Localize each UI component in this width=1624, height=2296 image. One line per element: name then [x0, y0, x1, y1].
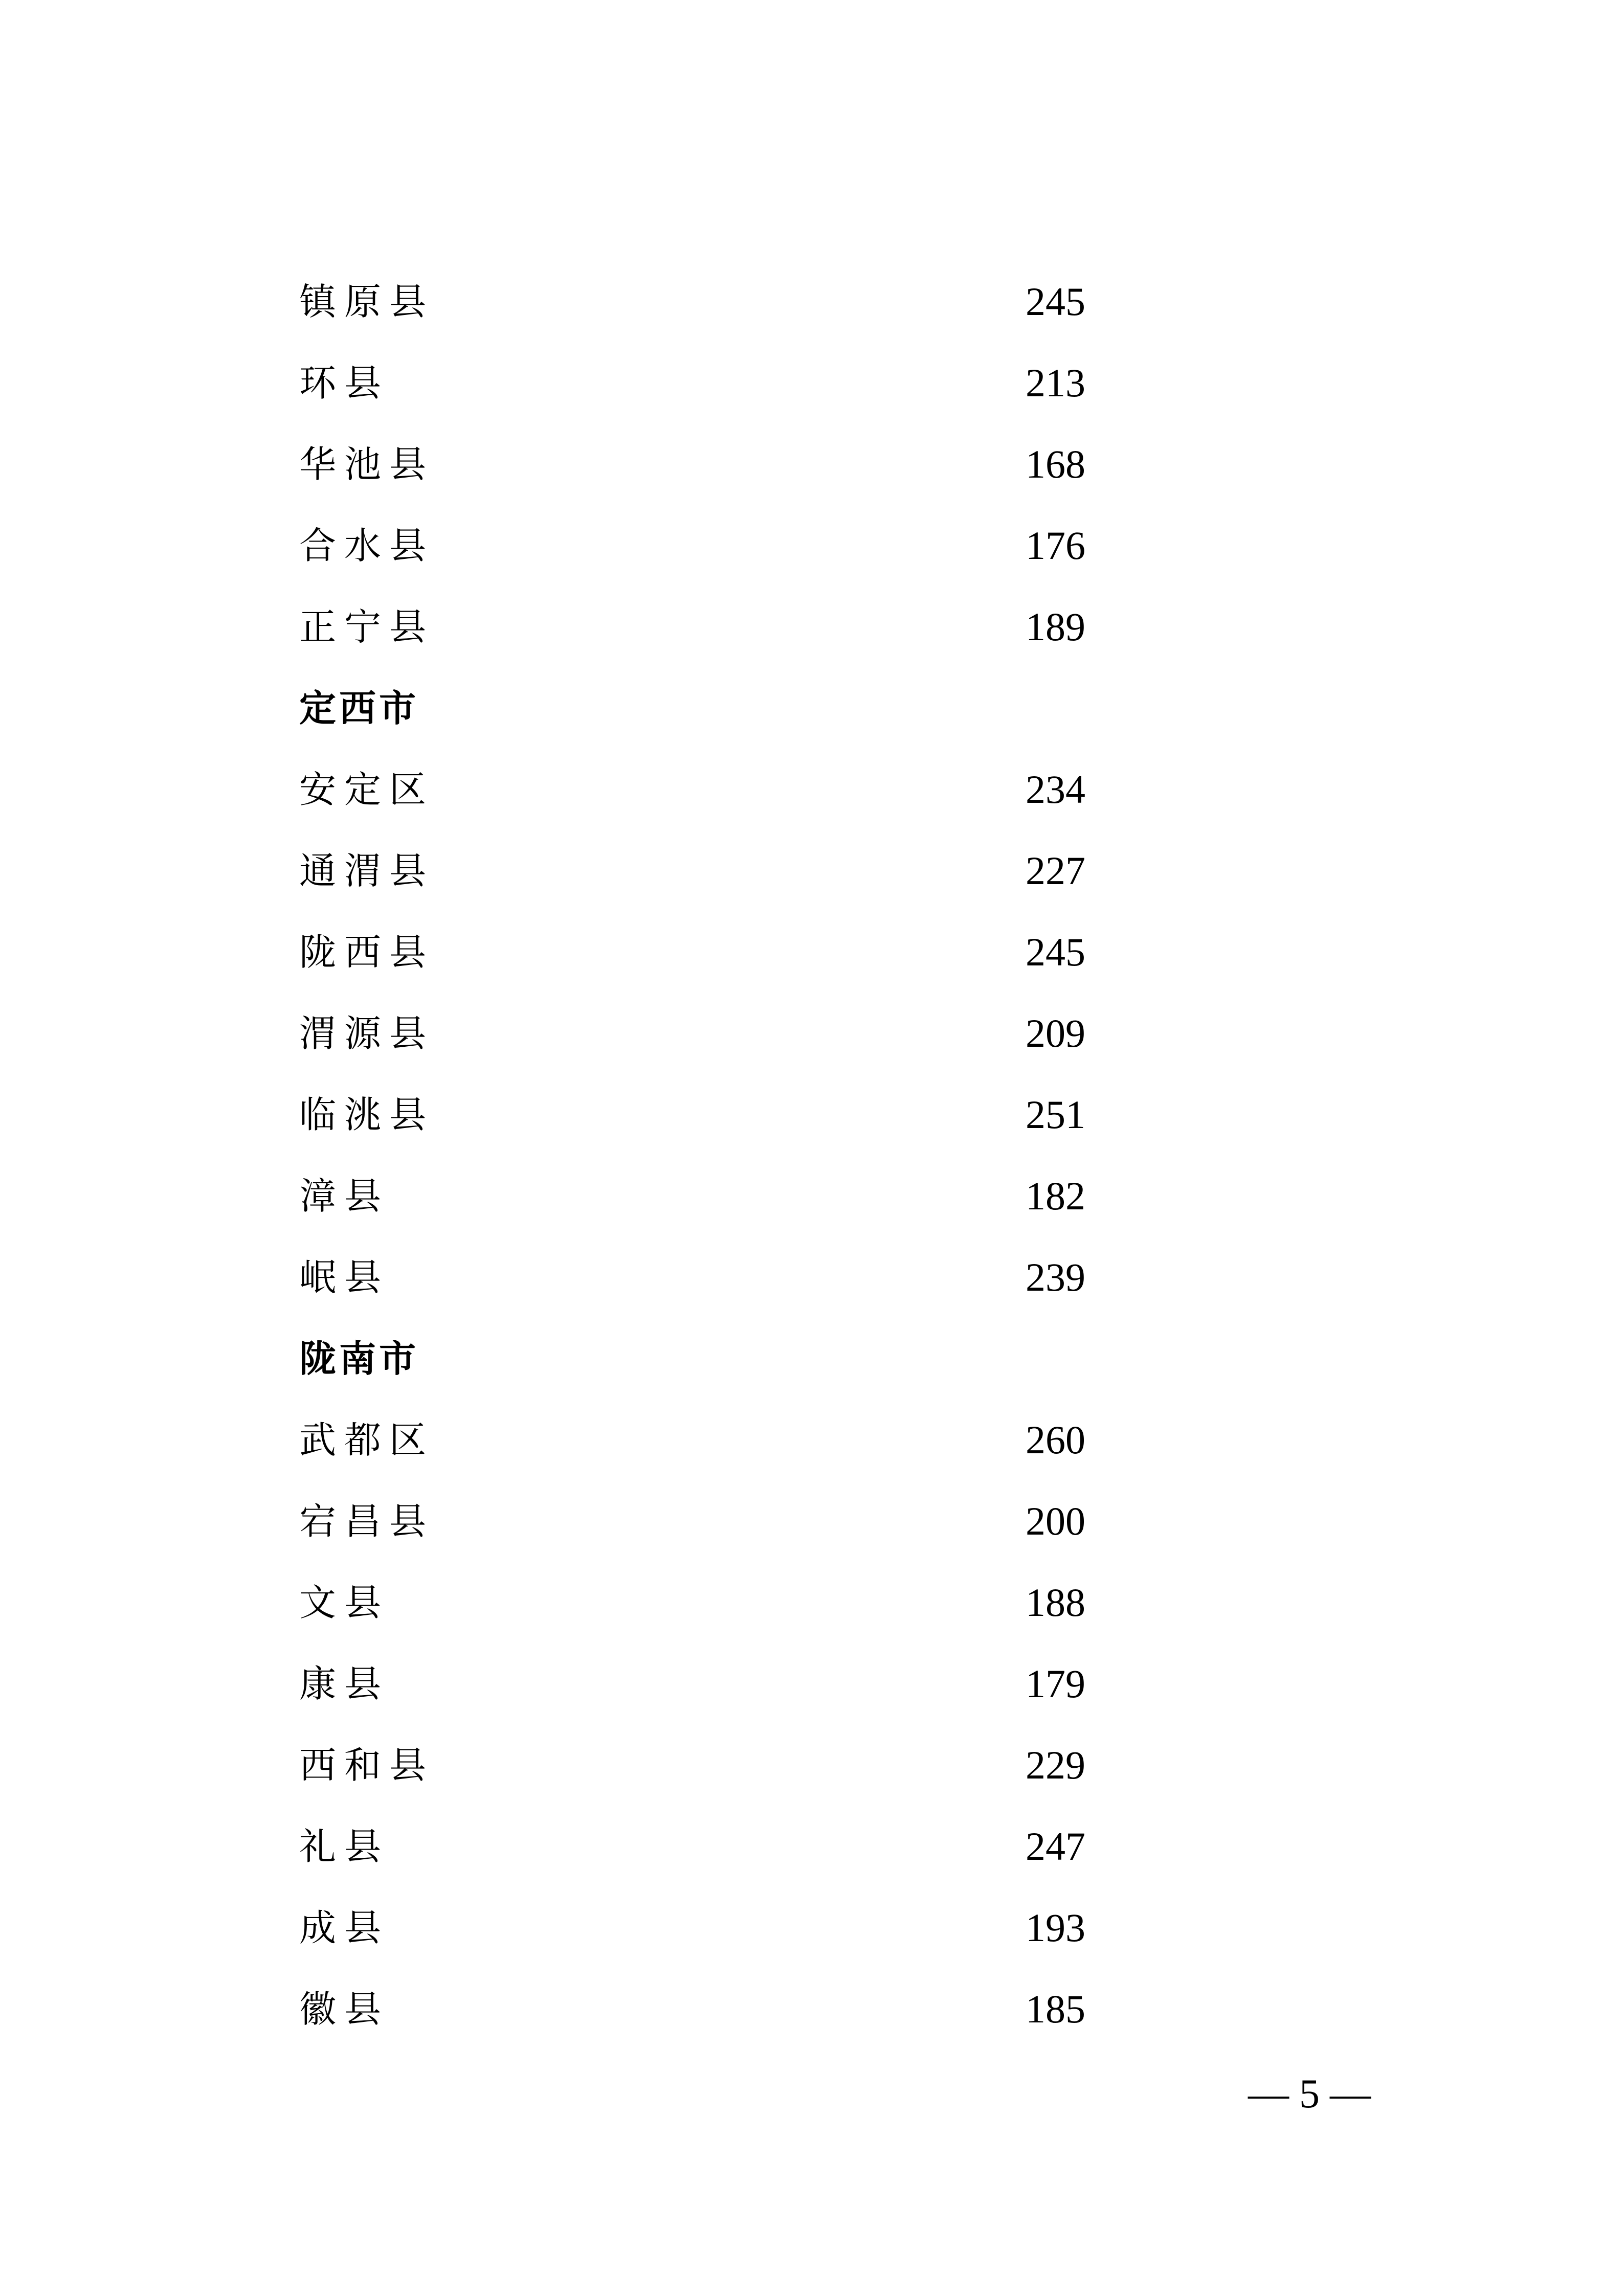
section-header-name: 陇南市: [299, 1337, 419, 1380]
county-row: [299, 271, 1169, 332]
county-name: 武都区: [299, 1419, 435, 1461]
county-row: [299, 1572, 1169, 1633]
county-value: 182: [1026, 1174, 1085, 1218]
county-value: 200: [1026, 1499, 1085, 1543]
county-value: 245: [1026, 279, 1085, 324]
county-row: [299, 1653, 1169, 1715]
county-row: [299, 1165, 1169, 1227]
section-header-row: [299, 678, 1169, 739]
county-row: [299, 434, 1169, 495]
section-header-name: 定西市: [299, 687, 419, 730]
county-name: 漳县: [299, 1175, 390, 1218]
section-header-row: [299, 1328, 1169, 1389]
county-name: 成县: [299, 1906, 390, 1949]
county-name: 环县: [299, 362, 390, 404]
county-name: 礼县: [299, 1825, 390, 1868]
county-value: 260: [1026, 1417, 1085, 1462]
county-value: 188: [1026, 1580, 1085, 1625]
county-row: [299, 840, 1169, 902]
county-value: 209: [1026, 1011, 1085, 1055]
county-row: [299, 1409, 1169, 1471]
county-name: 康县: [299, 1662, 390, 1705]
county-row: [299, 596, 1169, 658]
county-value: 176: [1026, 523, 1085, 568]
county-value: 213: [1026, 361, 1085, 405]
county-row: [299, 1897, 1169, 1959]
county-name: 合水县: [299, 524, 435, 567]
county-row: [299, 515, 1169, 576]
county-value: 193: [1026, 1905, 1085, 1950]
county-row: [299, 1003, 1169, 1064]
county-value: 227: [1026, 848, 1085, 893]
county-name: 渭源县: [299, 1012, 435, 1055]
county-value: 251: [1026, 1092, 1085, 1137]
county-value: 179: [1026, 1661, 1085, 1706]
page-number: — 5 —: [1248, 2072, 1371, 2117]
county-row: [299, 1491, 1169, 1552]
county-name: 岷县: [299, 1256, 390, 1299]
county-value: 234: [1026, 767, 1085, 812]
county-value: 239: [1026, 1255, 1085, 1299]
county-value: 168: [1026, 442, 1085, 486]
county-value: 189: [1026, 604, 1085, 649]
county-name: 正宁县: [299, 605, 435, 648]
county-row: [299, 352, 1169, 414]
county-value: 229: [1026, 1743, 1085, 1787]
county-name: 通渭县: [299, 849, 435, 892]
county-row: [299, 1247, 1169, 1308]
county-row: [299, 1978, 1169, 2040]
county-name: 徽县: [299, 1988, 390, 2031]
county-row: [299, 1735, 1169, 1796]
county-row: [299, 759, 1169, 820]
county-name: 华池县: [299, 443, 435, 486]
county-name: 镇原县: [299, 280, 435, 323]
county-name: 西和县: [299, 1744, 435, 1787]
county-row: [299, 1816, 1169, 1877]
county-name: 陇西县: [299, 931, 435, 974]
county-row: [299, 921, 1169, 983]
county-value: 185: [1026, 1987, 1085, 2031]
county-name: 临洮县: [299, 1093, 435, 1136]
county-name: 安定区: [299, 768, 435, 811]
county-row: [299, 1084, 1169, 1145]
county-value: 245: [1026, 930, 1085, 974]
county-value: 247: [1026, 1824, 1085, 1869]
county-name: 宕昌县: [299, 1500, 435, 1543]
county-name: 文县: [299, 1581, 390, 1624]
